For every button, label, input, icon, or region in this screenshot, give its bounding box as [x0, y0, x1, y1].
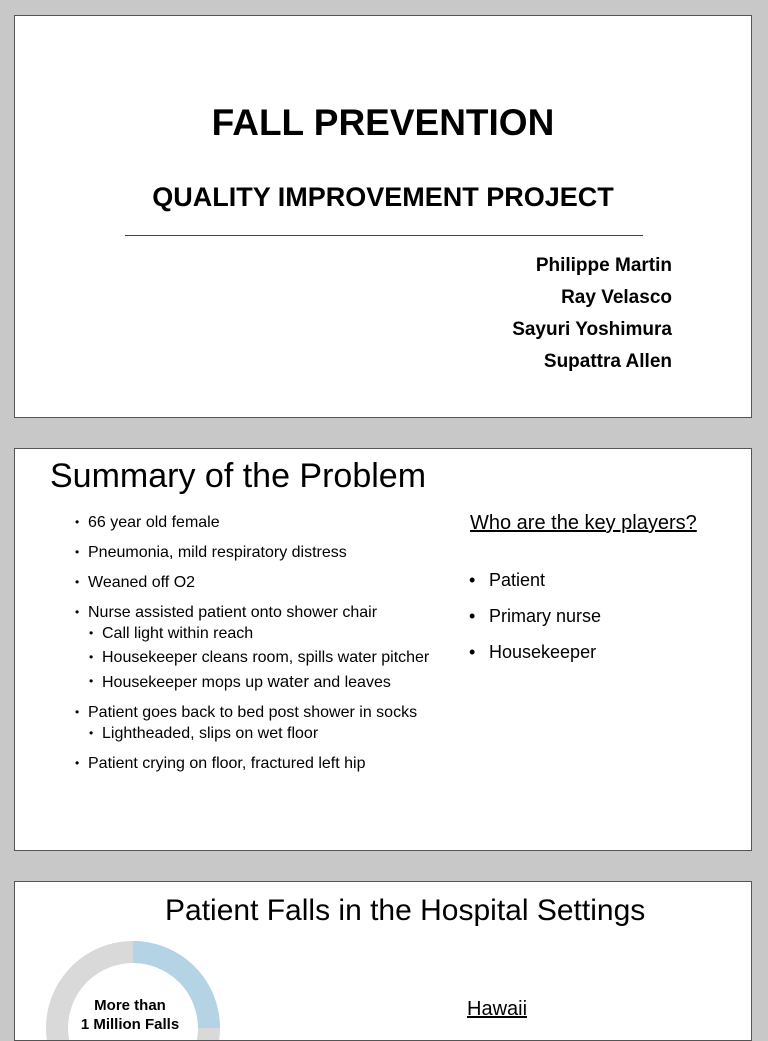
donut-label: [75, 996, 185, 1034]
bullet-item: • Patient crying on floor, fractured left hip: [75, 754, 435, 773]
title-slide: [14, 15, 752, 418]
bullet-item: • Nurse assisted patient onto shower chair: [75, 603, 435, 622]
slide-title: Patient Falls in the Hospital Settings: [165, 894, 646, 927]
presentation-subtitle: QUALITY IMPROVEMENT PROJECT: [152, 182, 614, 212]
sub-bullet-text: Housekeeper mops up: [102, 674, 268, 691]
problem-bullet-list: [75, 513, 435, 784]
bullet-item: • Pneumonia, mild respiratory distress: [75, 543, 435, 562]
key-player-item: • Primary nurse: [469, 606, 601, 642]
sub-bullet-item: • Call light within reach: [75, 624, 435, 643]
falls-slide: [14, 881, 752, 1041]
sub-bullet-item: • Lightheaded, slips on wet floor: [75, 724, 435, 743]
donut-label-line: More than: [94, 997, 166, 1014]
author-name: Ray Velasco: [561, 287, 672, 308]
hawaii-label: Hawaii: [467, 998, 528, 1020]
slide-title: Summary of the Problem: [50, 457, 427, 495]
key-player-item: • Housekeeper: [469, 642, 601, 678]
author-list: [512, 250, 672, 378]
bullet-item: • Weaned off O2: [75, 573, 435, 592]
author-name: Sayuri Yoshimura: [512, 319, 672, 340]
presentation-title: FALL PREVENTION: [211, 102, 555, 143]
sub-bullet-text: water: [267, 672, 310, 691]
title-divider: [125, 235, 643, 236]
author-name: Supattra Allen: [543, 351, 672, 372]
sub-bullet-text: and leaves: [309, 674, 391, 691]
author-name: Philippe Martin: [535, 255, 672, 276]
bullet-item: • 66 year old female: [75, 513, 435, 532]
key-players-list: [469, 570, 601, 678]
donut-label-line: 1 Million Falls: [80, 1016, 180, 1033]
key-player-item: • Patient: [469, 570, 601, 606]
sub-bullet-item: [75, 672, 435, 692]
sub-bullet-item: • Housekeeper cleans room, spills water pitcher: [75, 648, 435, 667]
bullet-item: • Patient goes back to bed post shower in socks: [75, 703, 435, 722]
key-players-heading: Who are the key players?: [470, 512, 697, 534]
summary-slide: [14, 448, 752, 851]
